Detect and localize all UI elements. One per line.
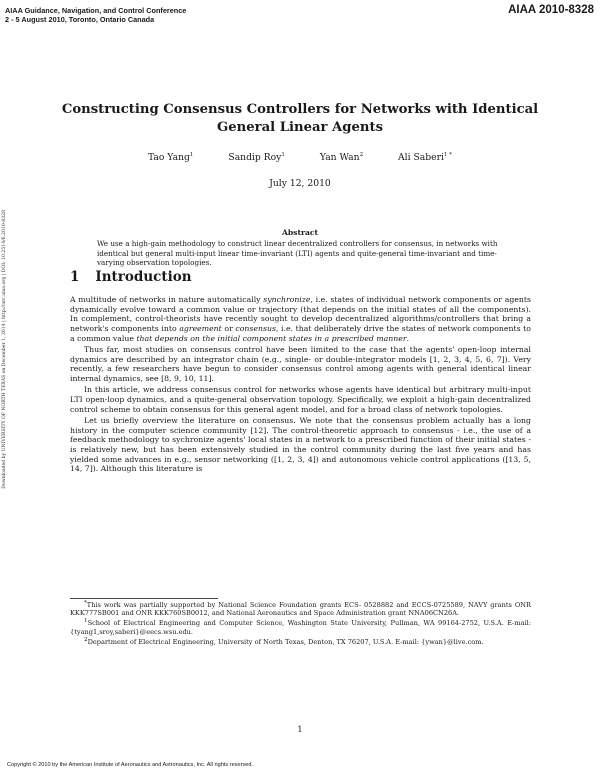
author xyxy=(398,152,452,163)
conference-header xyxy=(5,7,186,24)
footnote-text: Department of Electrical Engineering, University of North Texas, Denton, TX 76207, U.S.A. E-mail: {ywan}@live.com. xyxy=(87,637,484,646)
author-mark: 2 xyxy=(359,151,364,158)
author xyxy=(320,152,363,163)
footnote-mark: 2 xyxy=(84,636,88,643)
paper-title xyxy=(60,101,540,137)
footnote xyxy=(70,601,531,618)
footnote-mark: 1 xyxy=(84,618,88,625)
footnote xyxy=(70,619,531,636)
conference-name: AIAA Guidance, Navigation, and Control Conference xyxy=(5,6,187,15)
text-run: , i.e. that deliberately drive the states of network components to a common value xyxy=(70,324,531,343)
author-name: Ali Saberi xyxy=(398,152,444,163)
footnote-rule xyxy=(70,598,218,599)
body-text xyxy=(70,295,531,476)
author-name: Tao Yang xyxy=(147,152,190,163)
section-title: Introduction xyxy=(95,269,192,285)
copyright-notice: Copyright © 2010 by the American Institute of Aeronautics and Astronautics, Inc. All rights reserved. xyxy=(7,762,254,768)
footnote-mark: * xyxy=(84,599,87,606)
title-line-1: Constructing Consensus Controllers for Networks with Identical xyxy=(61,102,539,117)
emphasis: consensus xyxy=(235,324,276,334)
author-mark: 1 xyxy=(281,151,285,158)
footnote-text: This work was partially supported by National Science Foundation grants ECS- 0528882 and ECCS-0725589, NAVY grants ONR KKK777SB001 and ONR KKK760SB0012, and National Aeronautics and Space Administration grant NNA06CN26A. xyxy=(70,601,531,618)
paragraph: In this article, we address consensus control for networks whose agents have identical but arbitrary multi-input LTI open-loop dynamics, and a quite-general observation topology. Specifically, we exploit a high-gain decentralized control scheme to obtain consensus for this general agent model, and for a broad class of network topologies. xyxy=(70,385,531,414)
page-number: 1 xyxy=(297,725,303,735)
abstract-text: We use a high-gain methodology to construct linear decentralized controllers for consensus, in networks with identical but general multi-input linear time-invariant (LTI) agents and quite-general time-invariant and time-varying observation topologies. xyxy=(97,239,498,268)
title-line-2: General Linear Agents xyxy=(216,120,384,135)
author-list xyxy=(60,152,540,163)
paper-date: July 12, 2010 xyxy=(269,178,331,189)
text-run: or xyxy=(221,324,236,334)
author xyxy=(228,152,285,163)
paper-id: AIAA 2010-8328 xyxy=(508,4,594,16)
author-mark: 1 xyxy=(189,151,194,158)
paragraph xyxy=(70,295,531,344)
download-watermark: Downloaded by UNIVERSITY OF NORTH TEXAS on December 1, 2014 | http://arc.aiaa.org | DOI: 10.2514/6.2010-8328 xyxy=(2,210,7,489)
section-heading xyxy=(70,269,192,285)
emphasis: that depends on the initial component states in a prescribed manner xyxy=(136,333,407,343)
footnotes xyxy=(70,601,531,648)
emphasis: synchronize xyxy=(263,295,311,304)
footnote-text: School of Electrical Engineering and Computer Science, Washington State University, Pullman, WA 99164-2752, U.S.A. E-mail: {tyang1,sroy,saberi}@eecs.wsu.edu. xyxy=(70,619,531,636)
footnote xyxy=(70,638,531,646)
author-name: Sandip Roy xyxy=(228,152,282,163)
author-mark: 1 * xyxy=(443,151,453,158)
abstract-heading: Abstract xyxy=(281,228,319,237)
author-name: Yan Wan xyxy=(319,152,360,163)
text-run: A multitude of networks in nature automatically xyxy=(70,295,264,304)
paragraph: Let us briefly overview the literature on consensus. We note that the consensus problem actually has a long history in the computer science community [12]. The control-theoretic approach to consensus - i.e., the use of a feedback methodology to sychronize agents' local states in a network to a prescribed function of their initial states - is relatively new, but has been extensively studied in the control community during the last five years and has yielded some advances in e.g., sensor networking ([1, 2, 3, 4]) and autonomous vehicle control applications ([13, 5, 14, 7]). Although this literature is xyxy=(70,415,531,474)
author xyxy=(148,152,194,163)
text-run: . xyxy=(406,333,410,343)
text-run: , i.e. states of individual network components or agents dynamically evolve toward a common value or trajectory (that depends on the initial states of all the components). In complement, control-theorists have recently sought to develop decentralized algorithms/controllers that bring a network's components into xyxy=(70,295,531,334)
section-number: 1 xyxy=(70,269,80,285)
conference-date-location: 2 - 5 August 2010, Toronto, Ontario Canada xyxy=(5,14,155,24)
emphasis: agreement xyxy=(179,324,222,334)
paragraph: Thus far, most studies on consensus control have been limited to the case that the agents' open-loop internal dynamics are described by an integrator chain (e.g., single- or double-integrator models [1, 2, 3, 4, 5, 6, 7]). Very recently, a few researchers have begun to consider consensus control among agents with general identical linear internal dynamics, see [8, 9, 10, 11]. xyxy=(70,345,531,384)
